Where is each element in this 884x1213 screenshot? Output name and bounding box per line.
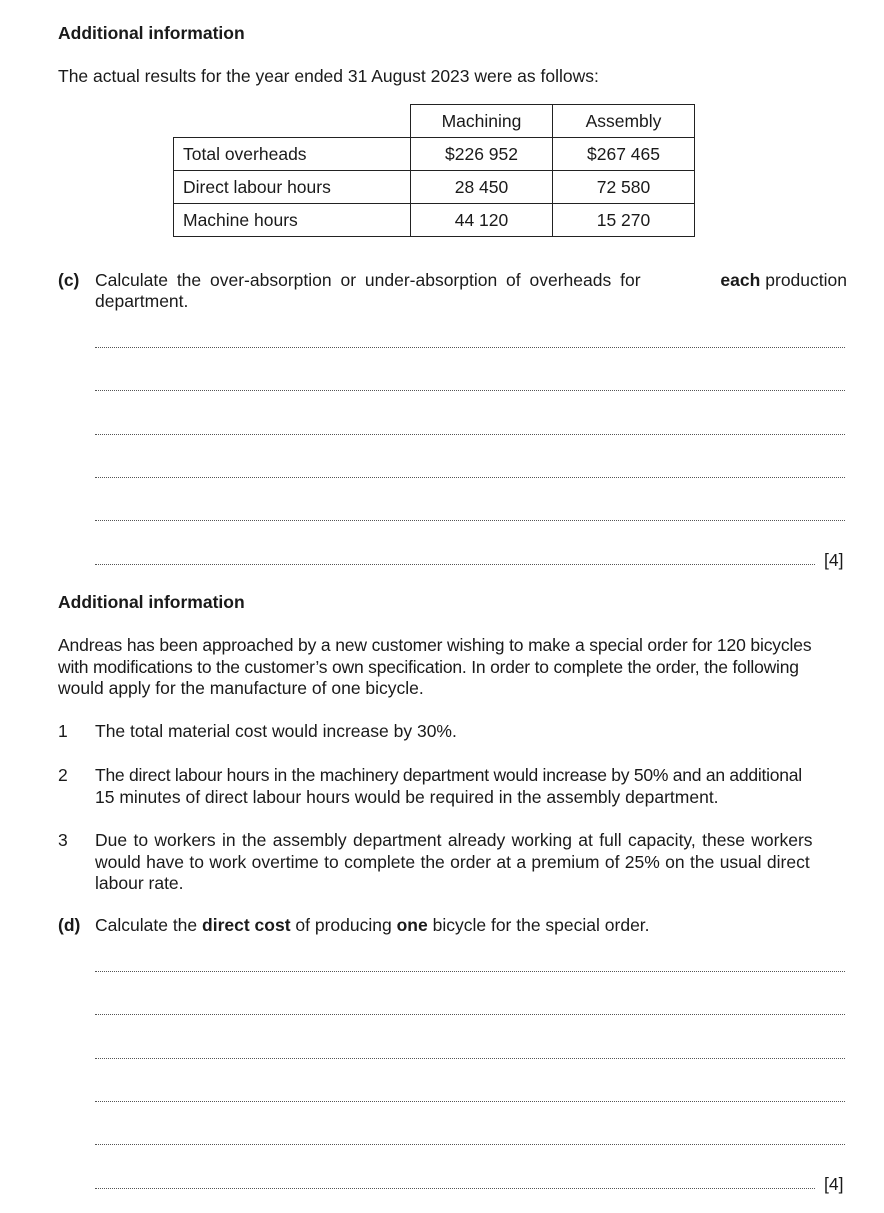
answer-line[interactable] bbox=[95, 520, 845, 521]
table-header-row bbox=[174, 105, 695, 138]
intro-text: The actual results for the year ended 31 August 2023 were as follows: bbox=[58, 66, 599, 86]
part-c-label: (c) bbox=[58, 270, 80, 290]
answer-line[interactable] bbox=[95, 564, 815, 565]
item-line: labour rate. bbox=[95, 873, 184, 894]
item-number: 2 bbox=[58, 765, 68, 785]
item-line: would have to work overtime to complete the order at a premium of 25% on the usual direct bbox=[95, 851, 810, 872]
row-label: Direct labour hours bbox=[174, 171, 411, 204]
answer-line[interactable] bbox=[95, 390, 845, 391]
machining-value: $226 952 bbox=[411, 138, 553, 171]
item-text bbox=[95, 765, 847, 808]
results-table bbox=[173, 104, 695, 237]
table-row bbox=[174, 138, 695, 171]
section-heading: Additional information bbox=[58, 592, 245, 612]
item-text bbox=[95, 721, 847, 743]
part-d-label: (d) bbox=[58, 915, 81, 935]
part-c-question-line2: department. bbox=[95, 291, 189, 311]
answer-line[interactable] bbox=[95, 1101, 845, 1102]
item-line: 15 minutes of direct labour hours would be required in the assembly department. bbox=[95, 786, 719, 807]
part-d-text: of producing bbox=[295, 915, 392, 935]
machining-value: 44 120 bbox=[411, 204, 553, 237]
paragraph-line: would apply for the manufacture of one bicycle. bbox=[58, 678, 424, 699]
part-d-text: bicycle for the special order. bbox=[432, 915, 650, 935]
answer-line[interactable] bbox=[95, 1188, 815, 1189]
table-header-assembly: Assembly bbox=[553, 105, 695, 138]
section-heading: Additional information bbox=[58, 23, 245, 43]
paragraph-line: with modifications to the customer’s own specification. In order to complete the order, the following bbox=[58, 656, 799, 677]
item-number: 3 bbox=[58, 830, 68, 850]
part-c-marks: [4] bbox=[824, 550, 844, 570]
part-d-text: Calculate the bbox=[95, 915, 198, 935]
machining-value: 28 450 bbox=[411, 171, 553, 204]
paragraph-line: Andreas has been approached by a new customer wishing to make a special order for 120 bicycles bbox=[58, 635, 812, 655]
table-row bbox=[174, 171, 695, 204]
assembly-value: 72 580 bbox=[553, 171, 695, 204]
answer-line[interactable] bbox=[95, 1014, 845, 1015]
part-c-emphasis: each bbox=[720, 270, 761, 290]
part-d-emphasis: direct cost bbox=[202, 915, 291, 935]
part-c-text-after: production bbox=[765, 270, 847, 290]
part-d-marks: [4] bbox=[824, 1174, 844, 1194]
item-line: The direct labour hours in the machinery department would increase by 50% and an additional bbox=[95, 765, 802, 785]
part-c-text: Calculate the over-absorption or under-absorption of overheads for bbox=[95, 270, 641, 290]
table-row bbox=[174, 204, 695, 237]
item-line: The total material cost would increase by 30%. bbox=[95, 721, 457, 741]
item-number: 1 bbox=[58, 721, 68, 741]
scenario-paragraph bbox=[58, 635, 848, 700]
part-c-question-line1 bbox=[95, 270, 847, 291]
answer-line[interactable] bbox=[95, 434, 845, 435]
table-header-empty bbox=[174, 105, 411, 138]
assembly-value: $267 465 bbox=[553, 138, 695, 171]
answer-line[interactable] bbox=[95, 477, 845, 478]
row-label: Total overheads bbox=[174, 138, 411, 171]
answer-line[interactable] bbox=[95, 971, 845, 972]
row-label: Machine hours bbox=[174, 204, 411, 237]
answer-line[interactable] bbox=[95, 1058, 845, 1059]
part-d-question bbox=[95, 915, 650, 936]
assembly-value: 15 270 bbox=[553, 204, 695, 237]
item-line: Due to workers in the assembly department already working at full capacity, these workers bbox=[95, 830, 813, 850]
answer-line[interactable] bbox=[95, 1144, 845, 1145]
answer-line[interactable] bbox=[95, 347, 845, 348]
item-text bbox=[95, 830, 847, 895]
part-d-emphasis: one bbox=[396, 915, 428, 935]
table-header-machining: Machining bbox=[411, 105, 553, 138]
